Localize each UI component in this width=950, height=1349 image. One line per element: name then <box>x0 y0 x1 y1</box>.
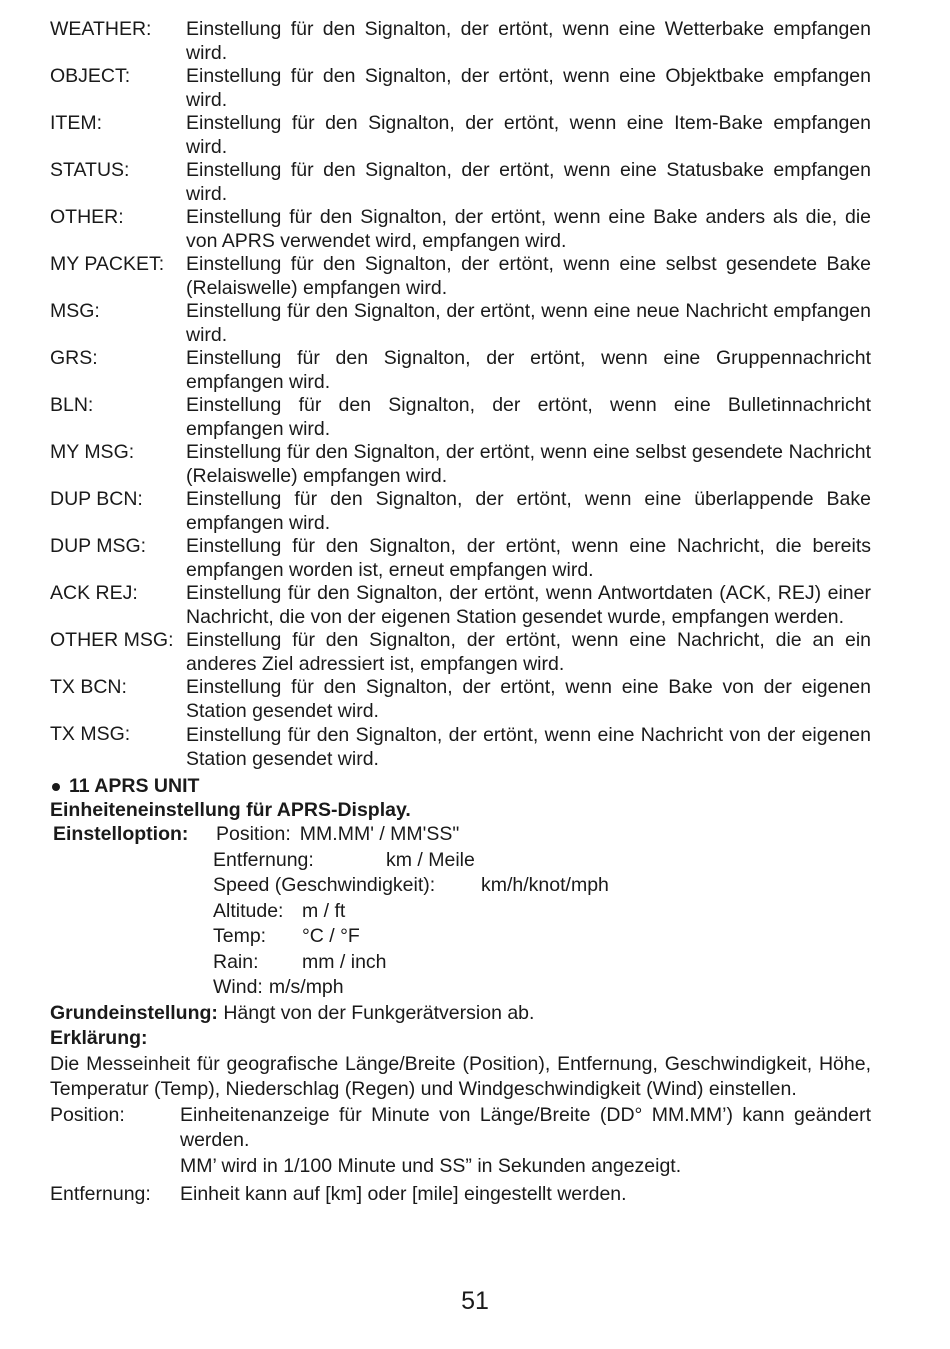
option-label: Einstelloption: <box>53 823 189 845</box>
default-setting <box>50 1001 871 1027</box>
definition-item <box>50 347 871 394</box>
option-row <box>50 899 871 925</box>
definition-term: BLN: <box>50 394 94 416</box>
definition-term: ACK REJ: <box>50 582 138 604</box>
speed-value: km/h/knot/mph <box>481 874 609 896</box>
definition-item <box>50 206 871 253</box>
distance-value: km / Meile <box>386 848 475 871</box>
distance-label: Entfernung: <box>213 848 314 871</box>
definition-item <box>50 300 871 347</box>
definition-term: OTHER MSG: <box>50 629 174 651</box>
definition-term: DUP BCN: <box>50 488 143 510</box>
definition-item <box>50 582 871 629</box>
definition-item <box>50 394 871 441</box>
position-value: MM.MM' / MM'SS" <box>299 823 460 845</box>
definition-text: Einstellung für den Signalton, der ertönt, wenn eine Objektbake empfangen wird. <box>186 65 871 111</box>
option-row <box>50 950 871 976</box>
definition-text: Einstellung für den Signalton, der ertönt, wenn eine Bake von der eigenen Station gesendet wird. <box>186 676 871 722</box>
default-value: Hängt von der Funkgerätversion ab. <box>223 1001 535 1024</box>
default-label: Grundeinstellung: <box>50 1001 218 1024</box>
definition-term: OBJECT: <box>50 65 131 87</box>
definition-text: Einstellung für den Signalton, der ertönt, wenn eine Nachricht, die an ein anderes Ziel adressiert ist, empfangen wird. <box>186 629 871 675</box>
section-heading <box>50 775 871 799</box>
rain-value: mm / inch <box>302 950 387 973</box>
detail-term: Position: <box>50 1103 125 1126</box>
definition-item <box>50 159 871 206</box>
detail-text <box>180 1103 871 1180</box>
definition-text: Einstellung für den Signalton, der ertönt, wenn eine Bake anders als die, die von APRS verwendet wird, empfangen wird. <box>186 206 871 252</box>
definition-term: OTHER: <box>50 206 124 228</box>
option-row <box>50 924 871 950</box>
temp-value: °C / °F <box>302 925 360 947</box>
definition-text: Einstellung für den Signalton, der ertönt, wenn eine Bulletinnachricht empfangen wird. <box>186 394 871 440</box>
temp-label: Temp: <box>213 925 267 947</box>
option-row <box>50 822 871 848</box>
beep-definition-list <box>50 18 871 771</box>
definition-term: STATUS: <box>50 159 130 181</box>
bullet-icon <box>52 783 60 791</box>
section-subtitle: Einheiteneinstellung für APRS-Display. <box>50 798 411 821</box>
rain-label: Rain: <box>213 950 259 973</box>
section-title: 11 APRS UNIT <box>69 775 200 797</box>
definition-text: Einstellung für den Signalton, der ertönt, wenn eine überlappende Bake empfangen wird. <box>186 488 871 534</box>
definition-term: DUP MSG: <box>50 535 147 557</box>
definition-term: MY MSG: <box>50 441 135 463</box>
wind-label: Wind: <box>213 976 263 998</box>
definition-term: WEATHER: <box>50 18 152 40</box>
definition-item <box>50 441 871 488</box>
definition-term: ITEM: <box>50 112 102 134</box>
detail-text-line: Einheitenanzeige für Minute von Länge/Breite (DD° MM.MM’) kann geändert werden. <box>180 1103 871 1151</box>
document-page <box>50 18 871 1208</box>
definition-text: Einstellung für den Signalton, der ertönt, wenn Antwortdaten (ACK, REJ) einer Nachricht, die von der eigenen Station gesendet wurde, empfangen werden. <box>186 582 871 628</box>
definition-item <box>50 253 871 300</box>
setting-options <box>50 822 871 1001</box>
page-number: 51 <box>461 1287 489 1315</box>
definition-item <box>50 535 871 582</box>
explanation-text: Die Messeinheit für geografische Länge/Breite (Position), Entfernung, Geschwindigkeit, Höhe, Temperatur (Temp), Niederschlag (Regen) und Windgeschwindigkeit (Wind) einstellen. <box>50 1052 871 1100</box>
detail-item <box>50 1182 871 1208</box>
definition-text: Einstellung für den Signalton, der ertönt, wenn eine selbst gesendete Nachricht (Relaiswelle) empfangen wird. <box>186 441 871 487</box>
definition-text: Einstellung für den Signalton, der ertönt, wenn eine Statusbake empfangen wird. <box>186 159 871 205</box>
definition-item <box>50 65 871 112</box>
detail-item <box>50 1103 871 1180</box>
definition-term: TX BCN: <box>50 676 127 698</box>
wind-value: m/s/mph <box>268 976 344 998</box>
definition-term: MY PACKET: <box>50 253 165 275</box>
position-label: Position: <box>216 823 291 845</box>
definition-text: Einstellung für den Signalton, der ertönt, wenn eine selbst gesendete Bake (Relaiswelle) empfangen wird. <box>186 253 871 299</box>
definition-item <box>50 723 871 771</box>
definition-term: GRS: <box>50 347 98 369</box>
definition-term: MSG: <box>50 300 100 322</box>
definition-text: Einstellung für den Signalton, der ertönt, wenn eine Wetterbake empfangen wird. <box>186 18 871 64</box>
definition-text: Einstellung für den Signalton, der ertönt, wenn eine Nachricht, die bereits empfangen worden ist, erneut empfangen wird. <box>186 535 871 581</box>
option-row <box>50 848 871 874</box>
explanation-label: Erklärung: <box>50 1027 148 1049</box>
detail-term: Entfernung: <box>50 1183 151 1205</box>
speed-label: Speed (Geschwindigkeit): <box>213 874 436 896</box>
detail-text-line: MM’ wird in 1/100 Minute und SS” in Sekunden angezeigt. <box>180 1154 682 1177</box>
definition-term: TX MSG: <box>50 723 131 745</box>
option-row <box>50 975 871 1001</box>
definition-item <box>50 488 871 535</box>
definition-item <box>50 676 871 723</box>
altitude-value: m / ft <box>302 899 346 922</box>
option-row <box>50 873 871 899</box>
definition-text: Einstellung für den Signalton, der ertönt, wenn eine Nachricht von der eigenen Station gesendet wird. <box>186 724 871 770</box>
definition-item <box>50 629 871 676</box>
definition-text: Einstellung für den Signalton, der ertönt, wenn eine Gruppennachricht empfangen wird. <box>186 347 871 393</box>
definition-item <box>50 18 871 65</box>
definition-item <box>50 112 871 159</box>
altitude-label: Altitude: <box>213 899 284 922</box>
definition-text: Einstellung für den Signalton, der ertönt, wenn eine neue Nachricht empfangen wird. <box>186 300 871 346</box>
definition-text: Einstellung für den Signalton, der ertönt, wenn eine Item-Bake empfangen wird. <box>186 112 871 158</box>
detail-text: Einheit kann auf [km] oder [mile] eingestellt werden. <box>180 1183 627 1205</box>
